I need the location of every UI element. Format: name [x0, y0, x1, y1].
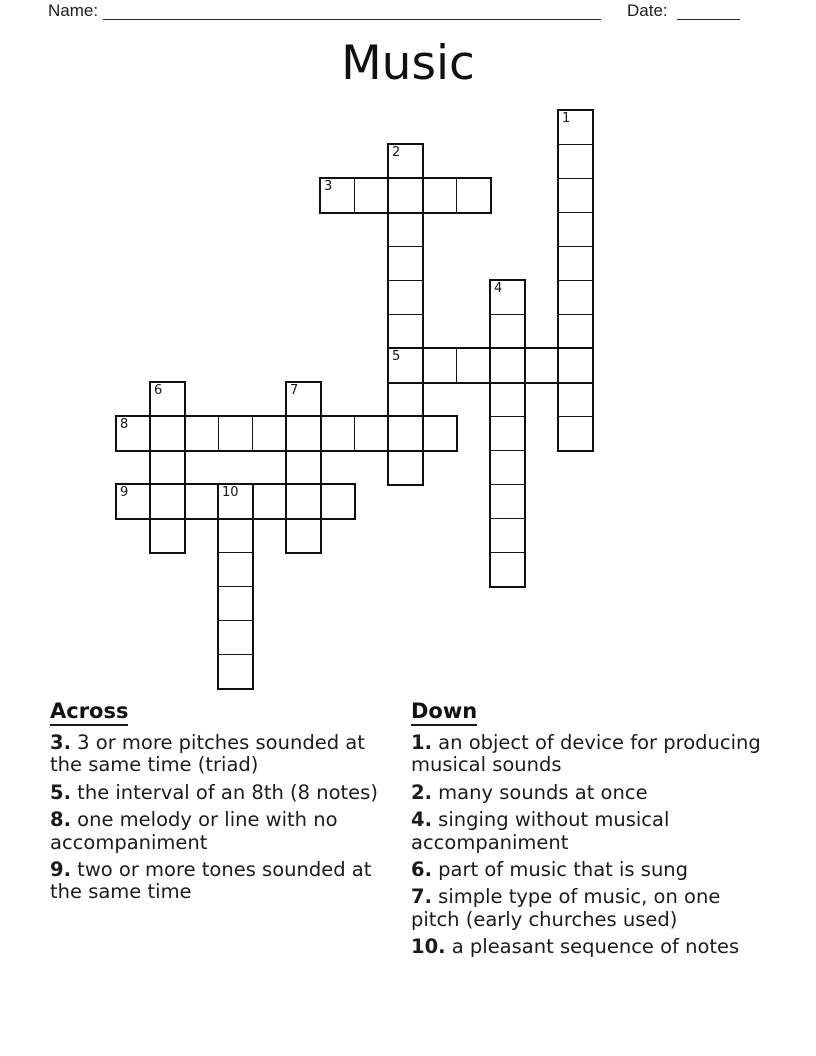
across-clue-list [50, 732, 384, 904]
grid-cell [218, 620, 253, 655]
name-label: Name: [48, 1, 99, 20]
grid-cell [558, 246, 593, 281]
clue-text: 3 or more pitches sounded at the same time (triad) [50, 731, 365, 777]
grid-cell [184, 484, 219, 519]
grid-cell-number: 2 [392, 145, 401, 160]
clue-number: 3. [50, 731, 71, 754]
grid-cell [490, 348, 525, 383]
clue-text: an object of device for producing musical sounds [411, 731, 761, 777]
grid-cell [490, 450, 525, 485]
grid-cell [388, 416, 423, 451]
grid-cell [558, 144, 593, 179]
grid-cell [456, 178, 491, 213]
grid-cell [218, 416, 253, 451]
grid-cell-number: 4 [494, 281, 503, 296]
grid-cell-number: 10 [222, 485, 239, 500]
grid-cell [558, 382, 593, 417]
grid-cell [490, 518, 525, 553]
clue-item [411, 886, 765, 931]
grid-cell [354, 178, 389, 213]
grid-cell [388, 450, 423, 485]
grid-cell [490, 484, 525, 519]
grid-cell-4 [490, 280, 525, 315]
clue-number: 4. [411, 808, 432, 832]
grid-cell-number: 9 [120, 485, 129, 500]
grid-cell [422, 348, 457, 383]
grid-cell-2 [388, 144, 423, 179]
grid-cell [422, 416, 457, 451]
grid-cell-3 [320, 178, 355, 213]
grid-cell-7 [286, 382, 321, 417]
grid-cell [150, 484, 185, 519]
grid-cell [150, 416, 185, 451]
clue-item [411, 859, 765, 881]
grid-cell [218, 654, 253, 689]
grid-cell [150, 518, 185, 553]
grid-cell [184, 416, 219, 451]
grid-cell [388, 212, 423, 247]
grid-cell [252, 484, 287, 519]
clue-number: 2. [411, 780, 432, 804]
grid-cell [286, 518, 321, 553]
clue-item [50, 809, 384, 854]
grid-cell [320, 484, 355, 519]
grid-cell [218, 552, 253, 587]
across-clues-section [50, 700, 384, 909]
down-clues-section [411, 700, 765, 964]
grid-cell-9 [116, 484, 151, 519]
grid-cell [388, 314, 423, 349]
clue-text: simple type of music, on one pitch (early churches used) [411, 885, 721, 931]
clue-number: 6. [411, 858, 432, 882]
grid-cell [388, 280, 423, 315]
clue-number: 9. [50, 858, 71, 882]
grid-cell [286, 450, 321, 485]
grid-cell [558, 314, 593, 349]
clue-text: singing without musical accompaniment [411, 808, 670, 854]
clue-item [411, 782, 765, 804]
clue-number: 5. [50, 780, 71, 804]
grid-cell [490, 314, 525, 349]
name-blank-line [103, 0, 601, 20]
grid-cell [286, 416, 321, 451]
clue-item [50, 732, 384, 777]
grid-cell [456, 348, 491, 383]
grid-cell [490, 382, 525, 417]
grid-cell-number: 5 [392, 349, 401, 364]
grid-cell [218, 586, 253, 621]
clue-number: 10. [411, 935, 446, 959]
clue-text: one melody or line with no accompaniment [50, 808, 338, 854]
date-label: Date: [627, 1, 668, 20]
grid-cell-number: 6 [154, 383, 163, 398]
clue-text: two or more tones sounded at the same time [50, 858, 372, 904]
clue-item [50, 859, 384, 904]
clue-item [411, 936, 765, 958]
down-heading: Down [411, 700, 477, 726]
grid-cell-number: 3 [324, 179, 333, 194]
grid-cell [218, 518, 253, 553]
grid-cell-10 [218, 484, 253, 519]
grid-cell-5 [388, 348, 423, 383]
page-title: Music [341, 36, 475, 91]
grid-cell [388, 382, 423, 417]
grid-cell [252, 416, 287, 451]
grid-cell [558, 416, 593, 451]
clue-number: 7. [411, 885, 432, 909]
clue-item [411, 809, 765, 854]
clue-item [411, 732, 765, 777]
grid-cell [558, 178, 593, 213]
grid-cell-1 [558, 110, 593, 145]
grid-cell [388, 178, 423, 213]
clue-text: part of music that is sung [431, 858, 689, 882]
grid-cell [490, 416, 525, 451]
grid-cell [524, 348, 559, 383]
date-blank-line [677, 0, 740, 20]
grid-cell [388, 246, 423, 281]
grid-cell-6 [150, 382, 185, 417]
grid-cell-number: 7 [290, 383, 299, 398]
clue-text: many sounds at once [431, 780, 648, 804]
clue-text: a pleasant sequence of notes [445, 935, 740, 959]
grid-cell [286, 484, 321, 519]
clue-item [50, 782, 384, 804]
down-clue-list [411, 732, 765, 959]
across-heading: Across [50, 700, 128, 726]
grid-cell [490, 552, 525, 587]
grid-cell [558, 348, 593, 383]
grid-cell [558, 212, 593, 247]
clue-text: the interval of an 8th (8 notes) [70, 780, 378, 804]
grid-cell-number: 8 [120, 417, 129, 432]
grid-cell-number: 1 [562, 111, 571, 126]
grid-cell [422, 178, 457, 213]
clue-number: 1. [411, 731, 432, 754]
clue-number: 8. [50, 808, 71, 832]
grid-cell [354, 416, 389, 451]
grid-cell [320, 416, 355, 451]
grid-cell [150, 450, 185, 485]
grid-cell [558, 280, 593, 315]
grid-cell-8 [116, 416, 151, 451]
